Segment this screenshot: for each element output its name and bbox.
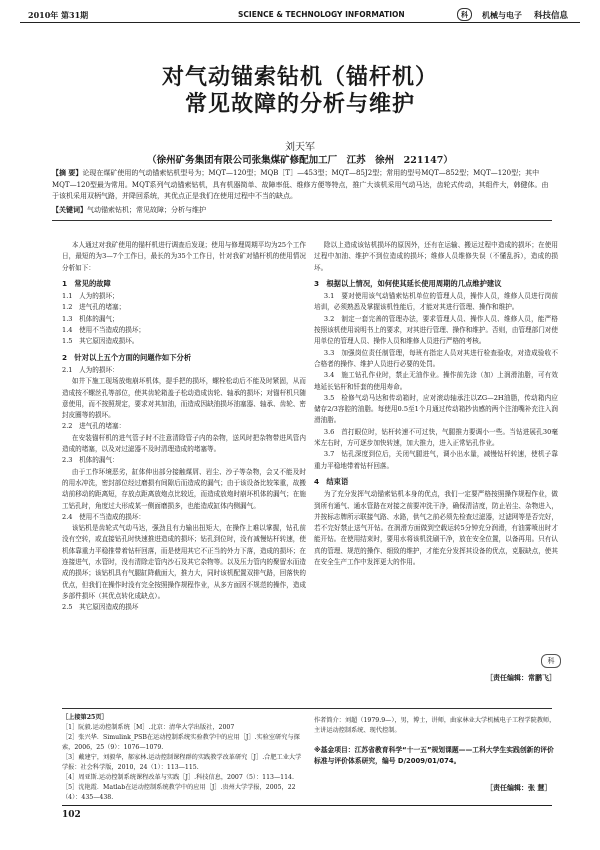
column-name: 科技信息 xyxy=(533,11,568,21)
keywords xyxy=(52,205,552,215)
paragraph: 3.3 加强岗位责任制管理，每班有指定人员对其进行检查验收，对造成验收不合格者的操作、维护人员进行必要的处罚。 xyxy=(314,348,558,368)
paragraph: 3.5 检修气动马达和传动箱时，应对滚动轴承注以ZG—2H油脂，传动箱内应储存2/3容腔的油脂。每使用0.5至1个月通过传动箱抄齿感的两个注油嘴补充注入润滑油脂。 xyxy=(314,393,558,425)
running-header xyxy=(20,6,580,22)
title-line-1: 对气动锚索钻机（锚杆机） xyxy=(161,64,438,90)
footer-rule xyxy=(62,805,552,806)
keywords-text: 气动锚索钻机；常见故障；分析与维护 xyxy=(87,206,206,214)
title-line-2: 常见故障的分析与维护 xyxy=(184,91,415,117)
subsection-heading: 2.2 进气孔的堵塞： xyxy=(62,422,126,431)
reference-item: ［4］周亚斯.运动控制系统课程改革与实践［J］.科技信息，2007（5）：113—114. xyxy=(62,774,294,781)
references xyxy=(62,713,304,803)
paragraph: 除以上造成该钻机损坏的原因外，还有在运输、搬运过程中造成的损坏；在使用过程中加油、维护不到位造成的损坏；维修人员维修失误（不懂乱拆），造成的损坏。 xyxy=(314,241,558,272)
paragraph: 为了充分发挥气动锚索钻机本身的优点，我们一定要严格按照操作规程作业，做到所有通气、通水管路在对接之前要冲洗干净，确保清洁度，防止岩尘、杂物进入，并按标志牌所示联接气路、水路，供气之前必须先检查过滤器，过滤网等是否完好，若不完好禁止送气开钻。在润滑方面做到空载运转5分钟充分润滑，有油雾喷出时才能开钻。在使用结束时，要用水将该机洗刷干净，放在安全位置，以备再用。只有认真的管理、规范的操作、细致的维护，才能充分发挥其设备的优点，克服缺点，使其在安全生产工作中发挥更大的作用。 xyxy=(314,490,558,567)
footnote-rule xyxy=(62,708,552,709)
editor-note: ［责任编辑：常鹏飞］ xyxy=(486,673,556,682)
author-name: 刘天军 xyxy=(285,142,315,153)
section-logo-icon: 科 xyxy=(457,8,472,21)
subsection-heading: 2.1 人为的损坏： xyxy=(62,365,119,374)
list-item: 1.3 机体的漏气； xyxy=(62,314,119,323)
journal-name: SCIENCE & TECHNOLOGY INFORMATION xyxy=(238,10,405,19)
paragraph: 该钻机是齿轮式气动马达，强劲且有力输出扭矩大，在操作上难以掌握，钻孔前没有空转，或直接钻孔时快速推进造成的损坏；钻孔到位时，没有减慢钻杆转速，使机体靠重力平稳推带着钻杆回落，而是使用其它不正当的外力下落，造成的损坏；在连接进气，水管时，没有清除走管内沙石及其它杂物等。以及压力管内的聚留水而造成的损坏；该钻机具有气腿缸降截面大，推力大，同时该机配置双排气路，回落快的优点，但我们在操作时没有完全按照操作规程作业，从多方面因不规范的操作，造成多部件损坏（其优点转化成缺点）。 xyxy=(62,524,306,600)
editor-note-2: ［责任编辑：张 慧］ xyxy=(486,783,552,792)
author-note: 作者简介：刘超（1979.9—），男，博士，讲师，曲家林业大学机械电子工程学院教师，主讲运动控制系统、现代控制。 xyxy=(314,717,556,734)
section-heading: 3 根据以上情况，如何使其延长使用周期的几点维护建议 xyxy=(314,278,502,288)
reference-item: ［2］张兴华．Simulink_PSB在运动控制系统实验教学中的应用［J］.实验室研究与探索，2006，25（9）：1076—1079. xyxy=(62,734,300,751)
list-item: 1.1 人为的损坏； xyxy=(62,292,119,301)
header-rule xyxy=(20,22,580,23)
paragraph: 由于工作环境恶劣，缸体伸出部分接触煤屑、岩尘、沙子等杂物，会又不能及时的用水冲洗，密封部位经过磨损有间隙后而造成的漏气；由于该设备比较笨重，故搬动前移动的距离短，存放点距离放炮点比较近，而造成放炮时崩坏机体的漏气；在施工钻孔时，角度过大形成某一侧面磨损多，也能造成缸体内侧漏气。 xyxy=(62,467,306,510)
paragraph: 3.1 要对使用该气动锚索钻机单位的管理人员，操作人员，维修人员进行岗前培训，必须熟悉及掌握该机性能后，才能对其进行管理、操作和维护。 xyxy=(314,292,558,312)
list-item: 1.4 使用不当造成的损坏； xyxy=(62,326,146,335)
abstract-divider xyxy=(52,220,552,221)
keywords-label: 【关键词】 xyxy=(52,205,87,214)
paragraph: 3.2 制定一套完善的管理办法，要求管理人员、操作人员、维修人员，能严格按照该机使用说明书上的要求，对其进行管理、操作和维护。否则，由管理部门对使用单位的管理人员、操作人员和维修人员进行严格的考核。 xyxy=(314,314,558,346)
section-tag: 机械与电子 xyxy=(482,10,522,20)
page-number: 102 xyxy=(62,810,81,820)
article-title xyxy=(0,64,600,118)
intro-paragraph: 本人通过对我矿使用的锚杆机进行调查后发现；使用与修理周期平均为25个工作日，最短的为3—7个工作日，最长的为35个工作日，针对我矿对锚杆机的使用情况分析如下： xyxy=(62,241,306,272)
issue-label: 2010年 第31期 xyxy=(28,10,89,20)
reference-item: ［1］阮毅.运动控制系统［M］.北京：清华大学出版社，2007 xyxy=(62,724,235,731)
list-item: 1.2 进气孔的堵塞； xyxy=(62,303,126,312)
affiliation: （徐州矿务集团有限公司张集煤矿修配加工厂 江苏 徐州 221147） xyxy=(147,155,453,166)
reference-item: ［5］沈艳霞．Matlab在运动控制系统教学中的应用［J］.贵州大学学报，2005，22（4）：435—438. xyxy=(62,784,296,801)
abstract-text: 论现在煤矿使用的气动锚索钻机型号为；MQT—120型；MQB［T］—453型；MQT—85J2型；常用的型号MQT—852型；MQT—120型；其中MQT—120型最为常用。MQT系列气动锚索钻机，具有机器简单、故障率低、维修方便等特点，推广大该机采用气动马达，齿轮式传动，其组件大，韩健体。由于该机采用双柄气路，并降回系统，其优点正是我们在使用过程中不当的缺点。 xyxy=(52,169,549,200)
section-heading: 4 结束语 xyxy=(314,476,349,486)
fund-note: ※基金项目：江苏省教育科学“十一五”规划课题——工科大学生实践创新的评价标准与评价体系研究，编号 D/2009/01/074。 xyxy=(314,746,554,765)
end-mark-icon: 科 xyxy=(541,654,561,668)
subsection-heading: 2.4 使用不当造成的损坏： xyxy=(62,512,146,521)
left-column xyxy=(62,240,306,614)
subsection-heading: 2.5 其它原因造成的损坏 xyxy=(62,603,139,612)
abstract xyxy=(52,167,552,203)
paragraph: 如井下施工现场放炮崩坏机体，提手把的损坏，螺栓松动后不能及时紧固，从而造成按不螺丝孔等部位，使其齿轮箱盖子松动造成齿轮、轴承的损坏；对锚杆机只随意使用，而不按照规定，要求对其加油，而造成因缺油损坏油塞器、轴承、齿轮、密封皮圈等的损坏。 xyxy=(62,377,306,420)
reference-item: ［3］戴建宁，刘毅华，郝家林.运动控制课程群的实践教学改革研究［J］.合肥工业大学学报：社会科学版，2010，24（1）：113—115. xyxy=(62,754,302,771)
paragraph: 3.4 施工钻孔作业时，禁止无油作业。操作前先涂（加）上润滑油脂，可有效地延长钻杆和钎套的使用寿命。 xyxy=(314,371,558,391)
right-column xyxy=(314,240,558,568)
list-item: 1.5 其它原因造成损坏。 xyxy=(62,337,139,346)
section-heading: 1 常见的故障 xyxy=(62,278,111,288)
paragraph: 3.7 钻孔深度到位后，关闭气腿进气，调小出水量，减慢钻杆转速，使机子靠重力平稳地带着钻杆回落。 xyxy=(314,450,558,470)
section-heading: 2 针对以上五个方面的问题作如下分析 xyxy=(62,352,192,362)
paragraph: 3.6 首打眼位时，钻杆转速不可过快，气腿推力要调小一些。当钻进展孔30毫米左右时，方可逐步加快转速，加大推力，进入正常钻孔作业。 xyxy=(314,427,558,448)
paragraph: 在安装锚杆机的进气管子时不注意清除管子内的杂物，送风时把杂物带进风管内造成的堵塞，以及对过滤器不及时清理造成的堵塞等。 xyxy=(62,433,306,454)
references-label: ［上接第25页］ xyxy=(62,714,108,721)
abstract-label: 【摘 要】 xyxy=(52,168,83,177)
subsection-heading: 2.3 机体的漏气： xyxy=(62,456,119,465)
